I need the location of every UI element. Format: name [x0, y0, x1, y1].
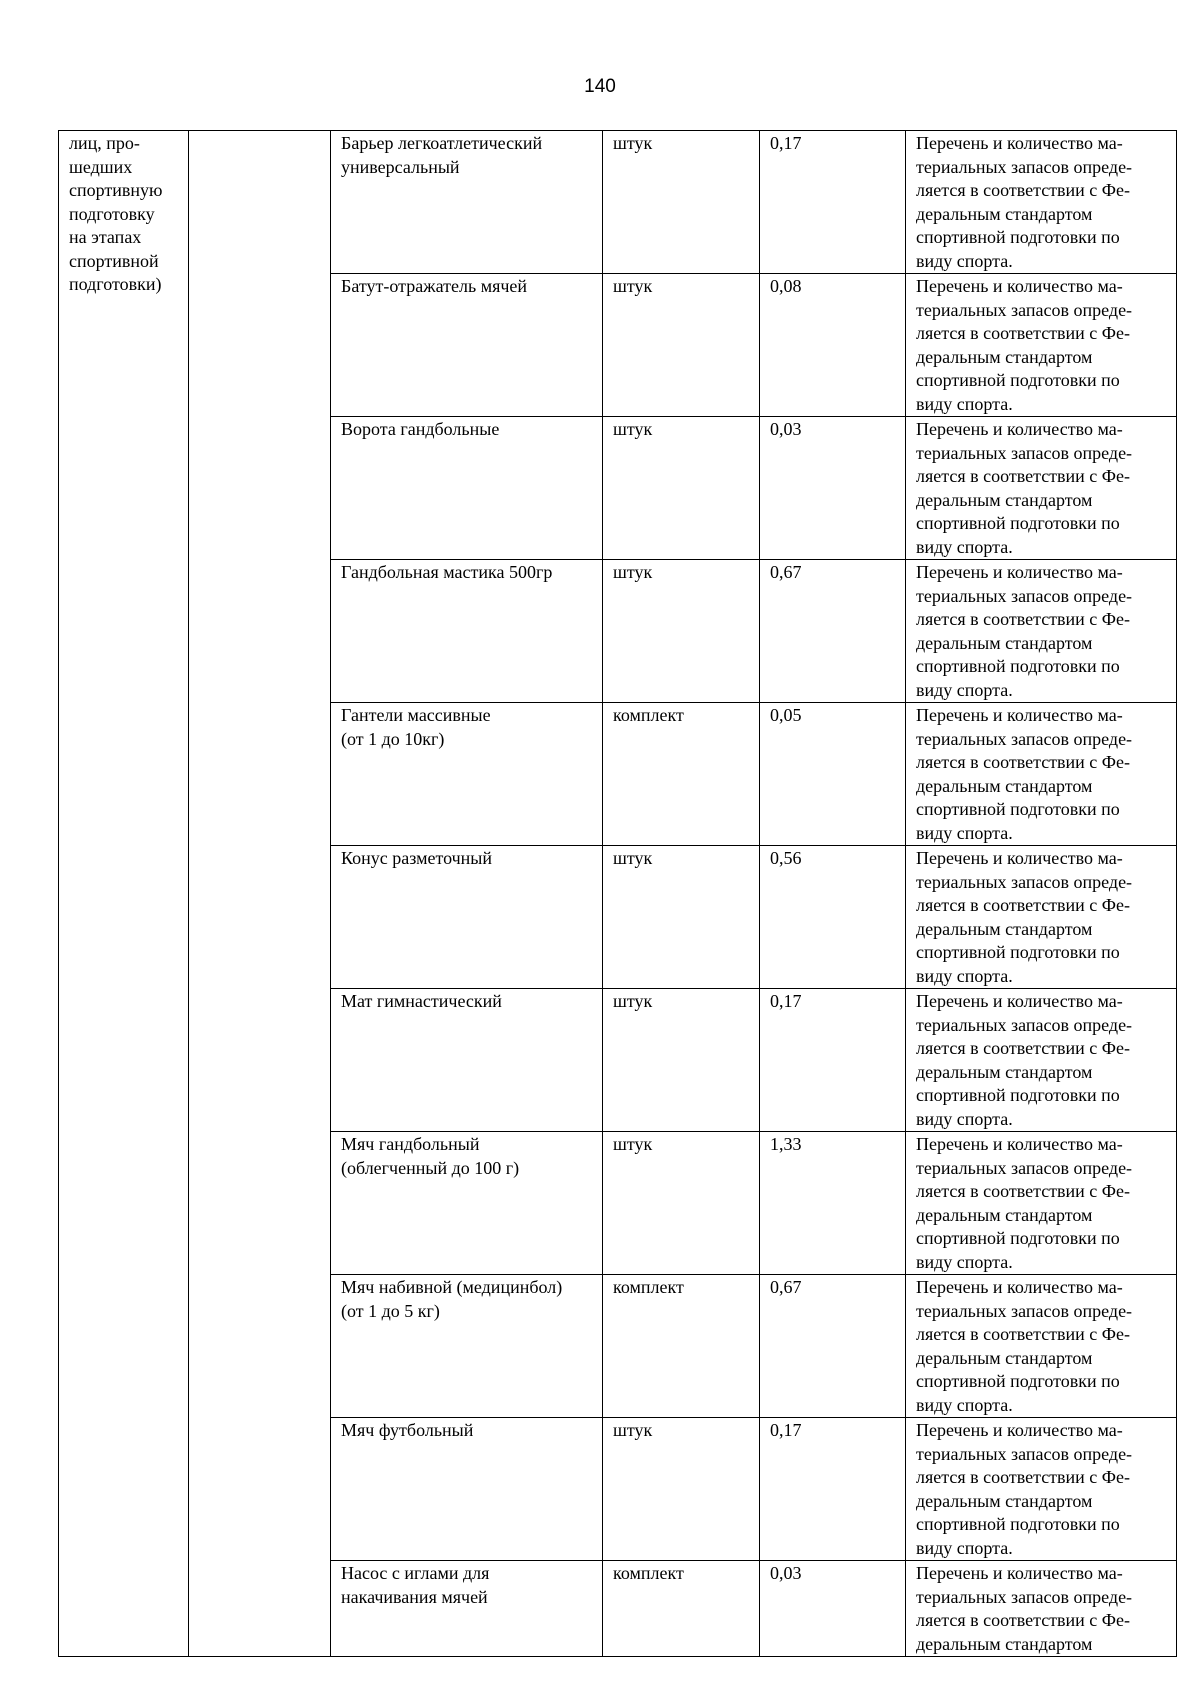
unit-cell: штук [603, 989, 760, 1132]
note-cell: Перечень и количество ма- териальных запасов опреде- ляется в соответствии с Фе- деральным стандартом спортивной подготовки по виду спорта. [906, 989, 1177, 1132]
empty-cell [189, 131, 331, 1657]
quantity-cell: 0,56 [760, 846, 906, 989]
unit-cell: штук [603, 1418, 760, 1561]
note-cell: Перечень и количество ма- териальных запасов опреде- ляется в соответствии с Фе- деральным стандартом [906, 1561, 1177, 1657]
note-cell: Перечень и количество ма- териальных запасов опреде- ляется в соответствии с Фе- деральным стандартом спортивной подготовки по виду спорта. [906, 703, 1177, 846]
note-cell: Перечень и количество ма- териальных запасов опреде- ляется в соответствии с Фе- деральным стандартом спортивной подготовки по виду спорта. [906, 1132, 1177, 1275]
quantity-cell: 0,17 [760, 989, 906, 1132]
unit-cell: штук [603, 1132, 760, 1275]
unit-cell: штук [603, 131, 760, 274]
quantity-cell: 0,17 [760, 131, 906, 274]
quantity-cell: 0,03 [760, 1561, 906, 1657]
note-cell: Перечень и количество ма- териальных запасов опреде- ляется в соответствии с Фе- деральным стандартом спортивной подготовки по виду спорта. [906, 417, 1177, 560]
unit-cell: штук [603, 846, 760, 989]
item-name-cell: Мат гимнастический [331, 989, 603, 1132]
quantity-cell: 0,03 [760, 417, 906, 560]
quantity-cell: 1,33 [760, 1132, 906, 1275]
note-cell: Перечень и количество ма- териальных запасов опреде- ляется в соответствии с Фе- деральным стандартом спортивной подготовки по виду спорта. [906, 560, 1177, 703]
unit-cell: комплект [603, 703, 760, 846]
table-body [59, 131, 1177, 1657]
item-name-cell: Гантели массивные (от 1 до 10кг) [331, 703, 603, 846]
item-name-cell: Гандбольная мастика 500гр [331, 560, 603, 703]
unit-cell: штук [603, 274, 760, 417]
unit-cell: комплект [603, 1561, 760, 1657]
note-cell: Перечень и количество ма- териальных запасов опреде- ляется в соответствии с Фе- деральным стандартом спортивной подготовки по виду спорта. [906, 1275, 1177, 1418]
category-cell: лиц, про- шедших спортивную подготовку на этапах спортивной подготовки) [59, 131, 189, 1657]
equipment-table [58, 130, 1177, 1657]
page-number: 140 [584, 76, 616, 97]
quantity-cell: 0,67 [760, 560, 906, 703]
note-cell: Перечень и количество ма- териальных запасов опреде- ляется в соответствии с Фе- деральным стандартом спортивной подготовки по виду спорта. [906, 846, 1177, 989]
quantity-cell: 0,05 [760, 703, 906, 846]
unit-cell: комплект [603, 1275, 760, 1418]
quantity-cell: 0,67 [760, 1275, 906, 1418]
unit-cell: штук [603, 560, 760, 703]
note-cell: Перечень и количество ма- териальных запасов опреде- ляется в соответствии с Фе- деральным стандартом спортивной подготовки по виду спорта. [906, 1418, 1177, 1561]
item-name-cell: Мяч футбольный [331, 1418, 603, 1561]
item-name-cell: Мяч набивной (медицинбол) (от 1 до 5 кг) [331, 1275, 603, 1418]
note-cell: Перечень и количество ма- териальных запасов опреде- ляется в соответствии с Фе- деральным стандартом спортивной подготовки по виду спорта. [906, 131, 1177, 274]
item-name-cell: Насос с иглами для накачивания мячей [331, 1561, 603, 1657]
table-row [59, 131, 1177, 274]
quantity-cell: 0,17 [760, 1418, 906, 1561]
item-name-cell: Ворота гандбольные [331, 417, 603, 560]
item-name-cell: Конус разметочный [331, 846, 603, 989]
item-name-cell: Батут-отражатель мячей [331, 274, 603, 417]
item-name-cell: Барьер легкоатлетический универсальный [331, 131, 603, 274]
quantity-cell: 0,08 [760, 274, 906, 417]
item-name-cell: Мяч гандбольный (облегченный до 100 г) [331, 1132, 603, 1275]
note-cell: Перечень и количество ма- териальных запасов опреде- ляется в соответствии с Фе- деральным стандартом спортивной подготовки по виду спорта. [906, 274, 1177, 417]
unit-cell: штук [603, 417, 760, 560]
